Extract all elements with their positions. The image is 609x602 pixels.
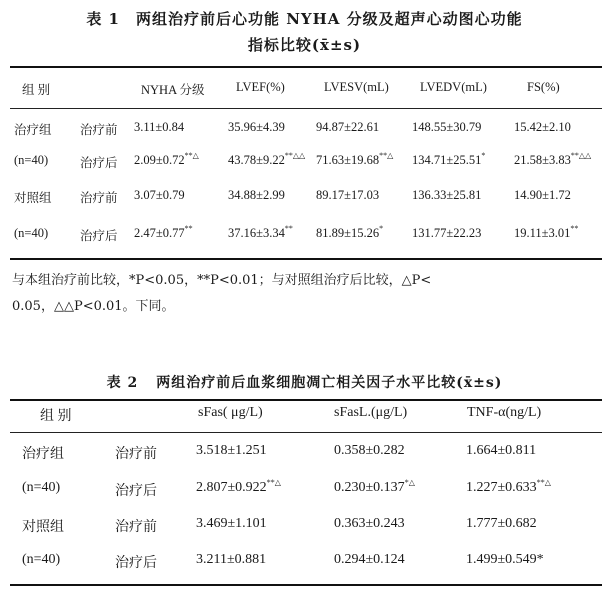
cell-lvef: 35.96±4.39 — [228, 120, 285, 134]
cell-sfasl: 0.230±0.137*△ — [334, 478, 415, 495]
cell-lvesv: 71.63±19.68**△ — [316, 151, 394, 167]
row-group: 治疗组 — [22, 447, 64, 462]
cell-sfas: 3.469±1.101 — [196, 516, 267, 531]
cell-sfas: 3.518±1.251 — [196, 443, 267, 458]
table2-header-group: 组 别 — [40, 409, 72, 424]
table1-header-lvesv: LVESV(mL) — [324, 80, 389, 94]
table1-label: 表 1 — [86, 10, 120, 28]
cell-sfas: 2.807±0.922**△ — [196, 478, 281, 495]
table1-header-fs: FS(%) — [527, 80, 560, 94]
table2-header-sfas: sFas( μg/L) — [198, 405, 263, 420]
row-stage: 治疗后 — [80, 229, 118, 243]
table1-bottom-rule — [10, 258, 602, 260]
cell-lvedv: 148.55±30.79 — [412, 120, 482, 134]
cell-nyha: 2.47±0.77** — [134, 224, 193, 240]
table1-title-line2: 指标比较(x̄±s) — [247, 36, 362, 54]
cell-fs: 15.42±2.10 — [514, 120, 571, 134]
cell-lvef: 43.78±9.22**△△ — [228, 151, 306, 167]
cell-tnf: 1.227±0.633**△ — [466, 478, 551, 495]
row-group: 对照组 — [22, 520, 64, 535]
cell-sfasl: 0.294±0.124 — [334, 552, 405, 567]
table2-bottom-rule — [10, 584, 602, 586]
cell-lvesv: 94.87±22.61 — [316, 120, 380, 134]
table1-header-lvedv: LVEDV(mL) — [420, 80, 487, 94]
table2-header-sfasl: sFasL.(μg/L) — [334, 405, 408, 420]
cell-lvedv: 136.33±25.81 — [412, 188, 482, 202]
table1-note-line1: 与本组治疗前比较，*P<0.05，**P<0.01；与对照组治疗后比较，△P< — [12, 273, 432, 288]
row-group: (n=40) — [14, 226, 49, 240]
cell-nyha: 3.07±0.79 — [134, 188, 185, 202]
table1-title-line1: 两组治疗前后心功能 NYHA 分级及超声心动图心功能 — [135, 10, 523, 28]
table1-header-lvef: LVEF(%) — [236, 80, 285, 94]
cell-fs: 14.90±1.72 — [514, 188, 571, 202]
row-group: (n=40) — [22, 480, 61, 495]
table1-note-line2: 0.05，△△P<0.01。下同。 — [12, 299, 175, 314]
table2-header-rule — [10, 432, 602, 433]
table2-title: 两组治疗前后血浆细胞凋亡相关因子水平比较(x̄±s) — [156, 375, 503, 391]
table1-top-rule — [10, 66, 602, 68]
cell-sfasl: 0.363±0.243 — [334, 516, 405, 531]
cell-lvesv: 81.89±15.26* — [316, 224, 384, 240]
cell-lvef: 34.88±2.99 — [228, 188, 285, 202]
row-stage: 治疗后 — [80, 156, 118, 170]
row-stage: 治疗后 — [115, 556, 157, 571]
cell-sfasl: 0.358±0.282 — [334, 443, 405, 458]
row-stage: 治疗前 — [115, 447, 157, 462]
table1-header-nyha: NYHA 分级 — [141, 83, 205, 97]
cell-lvedv: 134.71±25.51* — [412, 151, 486, 167]
row-stage: 治疗前 — [80, 123, 118, 137]
cell-nyha: 2.09±0.72**△ — [134, 151, 199, 167]
table2-caption — [0, 372, 609, 392]
cell-lvesv: 89.17±17.03 — [316, 188, 380, 202]
cell-fs: 21.58±3.83**△△ — [514, 151, 592, 167]
row-stage: 治疗前 — [80, 191, 118, 205]
table1-caption-line1 — [0, 8, 609, 29]
row-group: (n=40) — [14, 153, 49, 167]
table1-header-rule — [10, 108, 602, 109]
cell-lvef: 37.16±3.34** — [228, 224, 293, 240]
cell-fs: 19.11±3.01** — [514, 224, 579, 240]
cell-tnf: 1.499±0.549* — [466, 552, 544, 567]
cell-tnf: 1.664±0.811 — [466, 443, 537, 458]
table2-label: 表 2 — [106, 375, 139, 391]
row-group: 治疗组 — [14, 123, 52, 137]
table1-header-group: 组 别 — [22, 83, 51, 97]
row-stage: 治疗前 — [115, 520, 157, 535]
row-group: 对照组 — [14, 191, 52, 205]
table2-header-tnf: TNF-α(ng/L) — [467, 405, 542, 420]
cell-tnf: 1.777±0.682 — [466, 516, 537, 531]
cell-lvedv: 131.77±22.23 — [412, 226, 482, 240]
cell-sfas: 3.211±0.881 — [196, 552, 267, 567]
row-stage: 治疗后 — [115, 484, 157, 499]
cell-nyha: 3.11±0.84 — [134, 120, 185, 134]
row-group: (n=40) — [22, 552, 61, 567]
table2-top-rule — [10, 399, 602, 401]
